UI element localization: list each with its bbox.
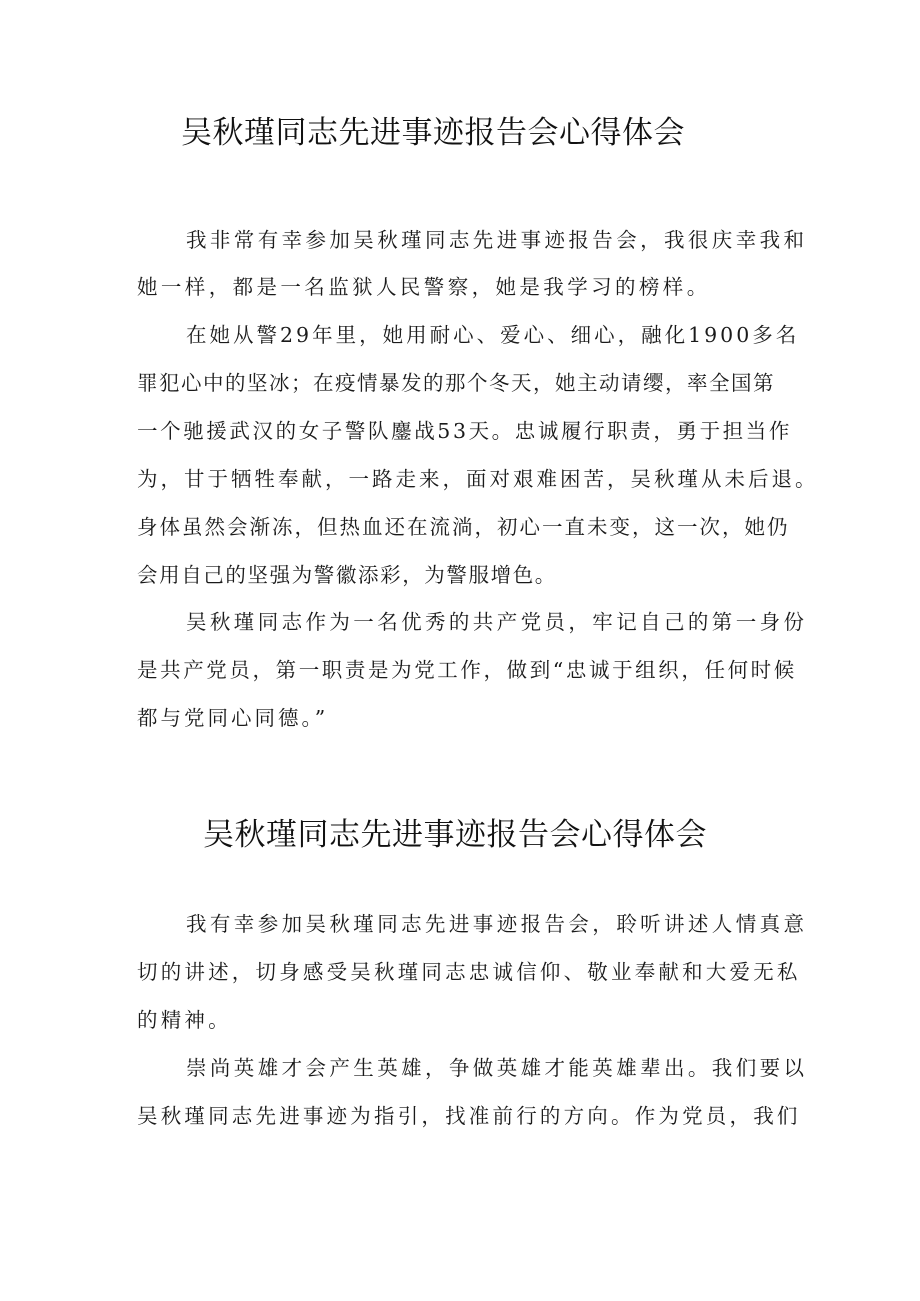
text-line: 都与党同心同德。” [137,706,329,730]
text-line: 崇尚英雄才会产生英雄，争做英雄才能英雄辈出。我们要以 [186,1056,808,1080]
text-line: 是共产党员，第一职责是为党工作，做到“忠诚于组织，任何时候 [137,658,797,682]
text-line: 切的讲述，切身感受吴秋瑾同志忠诚信仰、敬业奉献和大爱无私 [137,960,801,984]
text-line: 她一样，都是一名监狱人民警察，她是我学习的榜样。 [137,275,711,299]
text-line: 为，甘于牺牲奉献，一路走来，面对艰难困苦，吴秋瑾从未后退。 [137,467,819,491]
section-title: 吴秋瑾同志先进事迹报告会心得体会 [181,115,685,151]
text-line: 吴秋瑾同志先进事迹为指引，找准前行的方向。作为党员，我们 [137,1104,801,1128]
text-line: 在她从警29年里，她用耐心、爱心、细心，融化1900多名 [186,323,800,347]
section-title: 吴秋瑾同志先进事迹报告会心得体会 [203,817,707,853]
text-line: 会用自己的坚强为警徽添彩，为警服增色。 [137,563,557,587]
text-line: 的精神。 [137,1008,232,1032]
text-line: 我非常有幸参加吴秋瑾同志先进事迹报告会，我很庆幸我和 [186,228,808,252]
text-line: 罪犯心中的坚冰；在疫情暴发的那个冬天，她主动请缨，率全国第 [137,371,775,395]
text-line: 一个驰援武汉的女子警队鏖战53天。忠诚履行职责，勇于担当作 [137,419,792,443]
text-line: 我有幸参加吴秋瑾同志先进事迹报告会，聆听讲述人情真意 [186,912,808,936]
text-line: 吴秋瑾同志作为一名优秀的共产党员，牢记自己的第一身份 [186,610,808,634]
text-line: 身体虽然会渐冻，但热血还在流淌，初心一直未变，这一次，她仍 [137,515,790,539]
